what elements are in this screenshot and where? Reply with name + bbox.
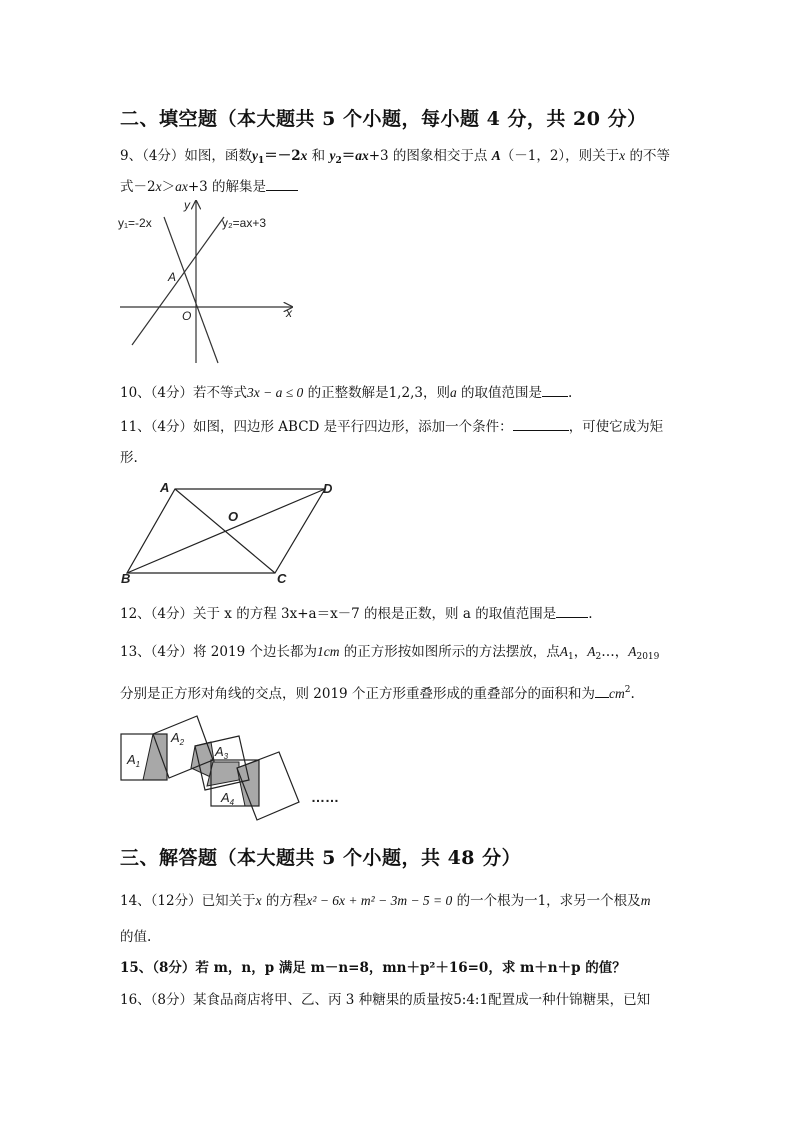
q13-text1: 13、（4分）将 2019 个边长都为 [120,644,317,660]
question-16 [120,988,650,1008]
diagonal-bd [127,489,325,573]
q14-x: x [255,893,262,908]
q9-eq1: ＝－2 [264,148,301,164]
q9-eq2: ＝ [341,148,356,164]
q16-ratio: 5:4:1 [453,992,489,1008]
question-13-line-2 [120,682,635,702]
q14-text3: 的一个根为一1，求另一个根及 [452,893,641,909]
q9-y2: y [329,148,336,163]
q9-coords: （－1，2），则关于 [500,148,620,164]
vertex-d: D [323,481,333,496]
q10-a: a [449,385,457,400]
q9-l2b: ＞ [161,179,176,195]
q13-end: . [630,686,635,702]
question-9-line-2 [120,175,298,195]
q9-l2a: 式－2 [120,179,156,195]
q10-text4: 的取值范围是 [456,385,542,401]
q13-a2019: A [628,644,637,659]
q14-text2: 的方程 [261,893,307,909]
section-title-fill-blank: 二、填空题（本大题共 5 个小题，每小题 4 分，共 20 分） [120,108,647,130]
line-y2 [132,217,224,345]
question-11-line-1 [120,415,663,435]
q9-l2x: x [155,179,162,194]
question-15: 15、（8分）若 m，n，p 满足 m－n=8，mn＋p²＋16=0，求 m＋n＋p 的值？ [120,960,626,976]
q9-sub1: 1 [257,156,265,166]
q10-text1: 10、（4分）若不等式 [120,385,248,401]
label-origin: O [182,309,192,323]
q9-text: 9、（4分）如图，函数 [120,148,252,164]
q13-line2: 分别是正方形对角线的交点，则 2019 个正方形重叠形成的重叠部分的面积和为 [120,686,595,702]
question-12 [120,602,593,622]
question-14-line-1 [120,889,650,909]
q12-text: 12、（4分）关于 x 的方程 3x+a＝x－7 的根是正数，则 a 的取值范围是 [120,606,557,622]
q11-text1: 11、（4分）如图，四边形 ABCD 是平行四边形，添加一个条件： [120,419,513,435]
q13-a1: A [559,644,569,659]
q13-cm: cm [608,686,625,701]
vertex-a: A [160,480,170,495]
q9-l2ax: ax [175,179,188,194]
overlap-3 [207,762,239,786]
q10-inequality: 3x − a ≤ 0 [247,385,304,400]
label-x-axis: x [286,306,292,320]
q9-ax: ax [355,148,369,163]
q9-plus3: +3 的图象相交于点 [368,148,488,164]
q13-sep: ， [573,644,588,660]
q13-dots: …， [601,644,629,660]
q9-point-a: A [491,148,501,163]
question-13-line-1 [120,640,659,662]
q9-y1: y [251,148,258,163]
q11-text2: ，可使它成为矩 [568,419,664,435]
label-y1: y₁=-2x [118,216,152,230]
q11-answer-blank[interactable] [513,418,569,431]
label-a4: $A_4$ [221,790,235,807]
label-a2: $A_2$ [171,730,185,747]
vertex-b: B [121,571,131,586]
q13-text2: 的正方形按如图所示的方法摆放，点 [339,644,560,660]
q13-squared: 2 [624,685,631,695]
q10-answer-blank[interactable] [542,384,568,397]
q13-answer-blank[interactable] [595,685,609,698]
q9-and: 和 [307,148,330,164]
question-9-line-1 [120,144,670,166]
q11-parallelogram-figure [115,477,345,587]
q9-tail: 的不等 [625,148,670,164]
q12-answer-blank[interactable] [556,605,588,618]
question-11-line-2: 形. [120,450,138,466]
q9-xvar: x [619,148,626,163]
continuation-dots: …… [311,789,339,805]
q13-unit: 1cm [316,644,340,659]
label-a3: $A_3$ [215,744,229,761]
q13-a2: A [587,644,596,659]
q9-sub2: 2 [335,156,342,166]
q13-a2019-sub: 2019 [636,652,660,662]
q9-l2c: +3 的解集是 [187,179,267,195]
q14-text1: 14、（12分）已知关于 [120,893,256,909]
q16-text2: 配置成一种什锦糖果，已知 [488,992,651,1008]
q16-text1: 16、（8分）某食品商店将甲、乙、丙 3 种糖果的质量按 [120,992,454,1008]
label-point-a: A [168,270,177,284]
q12-end: . [588,606,593,622]
q10-text3: ，则 [422,385,450,401]
q13-a1-sub: 1 [568,652,574,662]
q9-answer-blank[interactable] [266,178,298,191]
q9-function-graph [112,195,302,370]
question-10 [120,381,572,401]
section-title-solve: 三、解答题（本大题共 5 个小题，共 48 分） [120,847,522,869]
q14-m: m [640,893,651,908]
label-a1: $A_1$ [127,752,141,769]
q13-squares-figure [115,712,355,832]
q9-x1: x [300,148,308,163]
question-14-line-2: 的值. [120,929,152,945]
q10-solutions: 1,2,3 [388,385,423,401]
label-y2: y₂=ax+3 [222,216,267,230]
q13-a2-sub: 2 [595,652,602,662]
q10-text2: 的正整数解是 [303,385,389,401]
q14-equation: x² − 6x + m² − 3m − 5 = 0 [306,893,453,908]
q10-end: . [568,385,573,401]
center-o: O [228,509,239,524]
vertex-c: C [277,571,287,586]
label-y-axis: y [184,198,190,212]
